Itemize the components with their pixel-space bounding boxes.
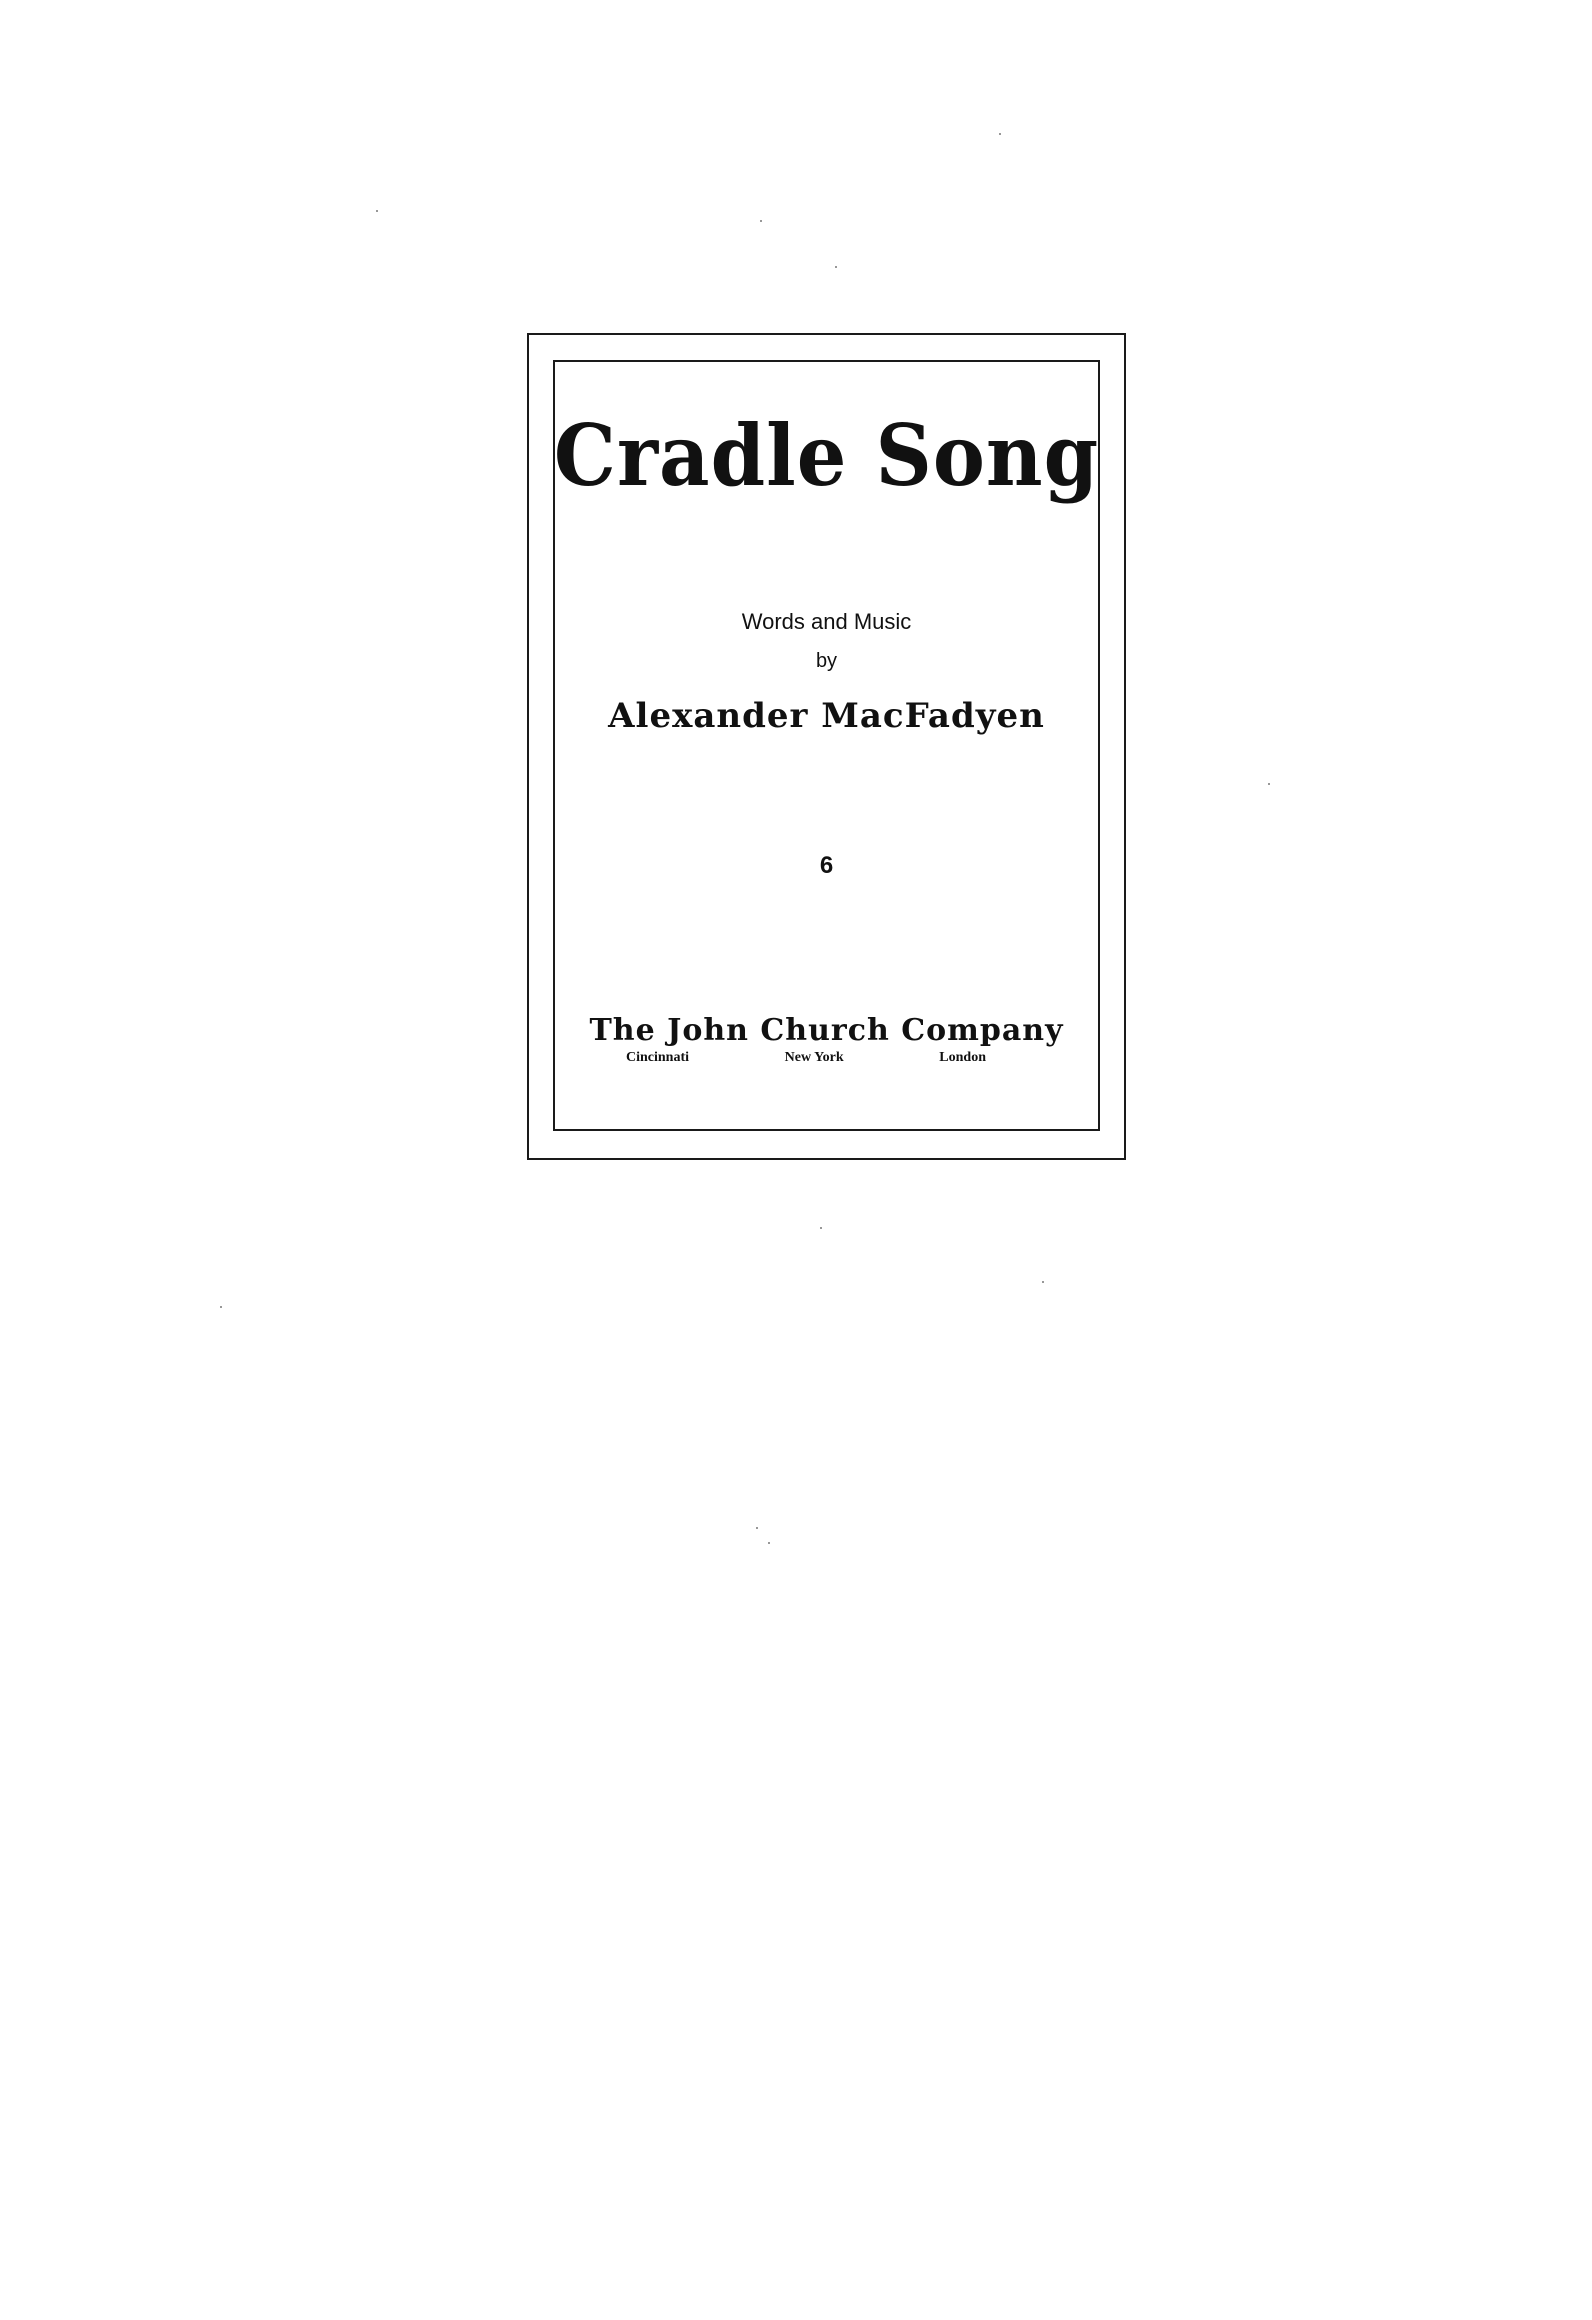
cover-by: by xyxy=(815,650,838,672)
cover-title: Cradle Song xyxy=(553,407,1100,506)
scan-speck xyxy=(220,1306,222,1308)
publisher-cities xyxy=(626,1050,986,1066)
scan-speck xyxy=(820,1227,822,1229)
scan-speck xyxy=(760,220,762,222)
cover-author: Alexander MacFadyen xyxy=(608,696,1045,736)
city-london: London xyxy=(939,1050,986,1065)
scan-speck xyxy=(768,1542,770,1544)
publisher-name: The John Church Company xyxy=(589,1013,1064,1048)
city-cincinnati: Cincinnati xyxy=(626,1050,690,1065)
scan-speck xyxy=(835,266,837,268)
cover-subtitle: Words and Music xyxy=(741,609,912,634)
scan-speck xyxy=(376,210,378,212)
scan-speck xyxy=(999,133,1001,135)
edition-number: 6 xyxy=(819,852,834,879)
city-new-york: New York xyxy=(784,1050,844,1065)
scan-speck xyxy=(1042,1281,1044,1283)
scan-speck xyxy=(756,1527,758,1529)
scan-speck xyxy=(1268,783,1270,785)
